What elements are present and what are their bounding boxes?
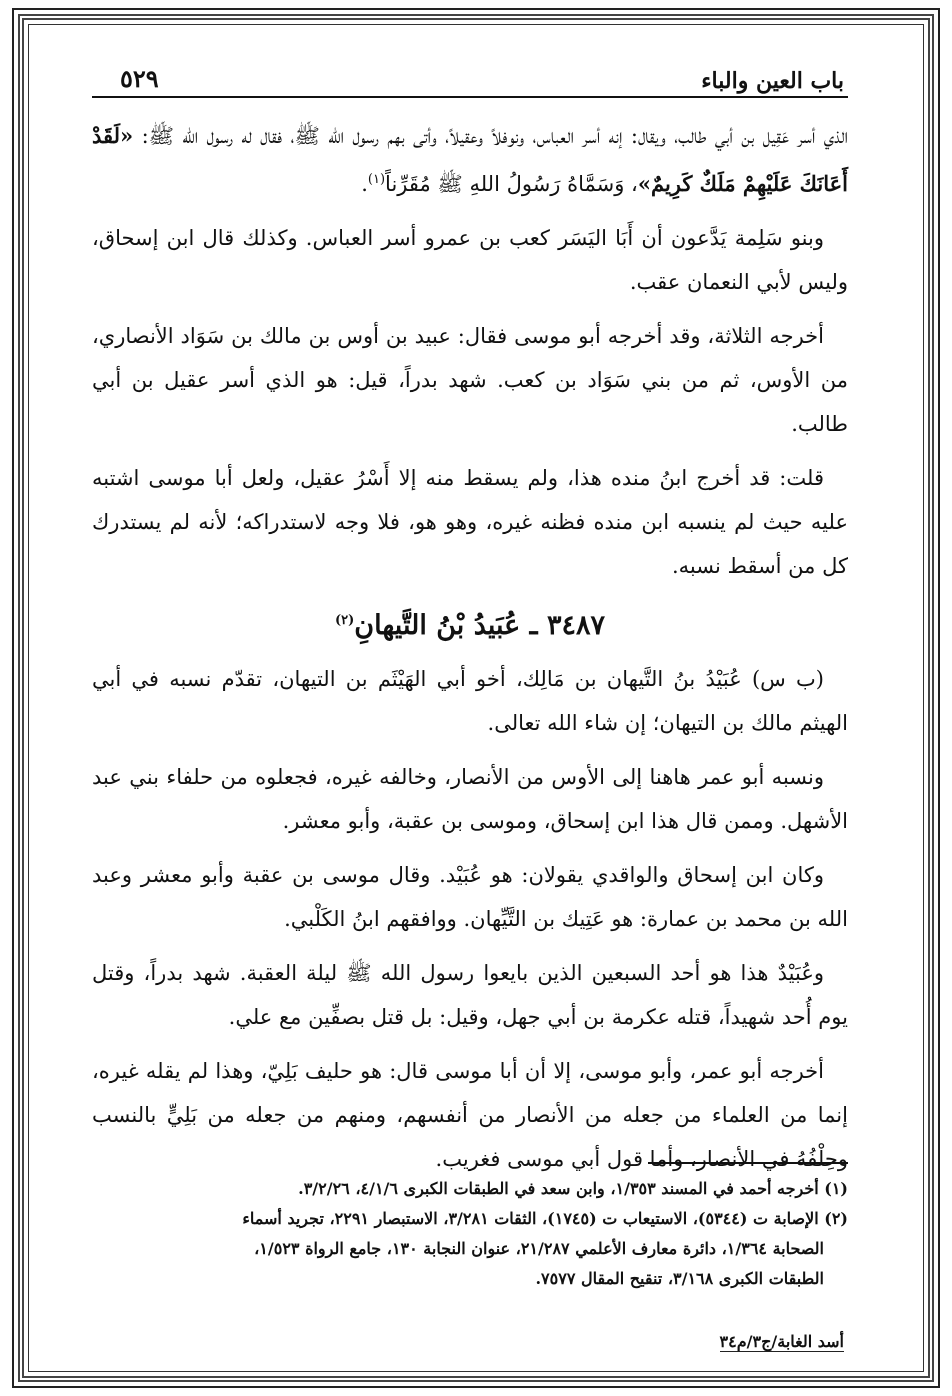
footnote-ref: (١)	[367, 172, 386, 187]
book-reference: أسد الغابة/ج٣/م٣٤	[719, 1332, 844, 1351]
paragraph: أخرجه الثلاثة، وقد أخرجه أبو موسى فقال: عبيد بن أوس بن مالك بن سَوَاد الأنصاري، من الأوس، ثم من بني سَوَاد بن كعب. شهد بدراً، قيل: هو الذي أسر عقيل بن أبي طالب.	[92, 324, 848, 436]
text: .	[361, 172, 368, 196]
text: الذي أسر عَقِيل بن أبي طالب، ويقال: إنه أسر العباس، ونوفلاً وعقيلاً، وأتى بهم رسول الله ﷺ، فقال له رسول الله ﷺ:	[133, 124, 848, 148]
entry-heading	[92, 598, 848, 649]
footnote-divider	[648, 1162, 848, 1164]
footnote: (٢) الإصابة ت (٥٣٤٤)، الاستيعاب ت (١٧٤٥)، الثقات ٣/٢٨١، الاستبصار ٢٢٩١، تجريد أسماء	[242, 1209, 848, 1228]
main-text	[92, 114, 848, 1191]
footnote: الطبقات الكبرى ٣/١٦٨، تنقيح المقال ٧٥٧٧.	[535, 1269, 824, 1288]
page-header	[92, 60, 848, 98]
paragraph: وبنو سَلِمة يَدَّعون أن أَبَا اليَسَر كعب بن عمرو أسر العباس. وكذلك قال ابن إسحاق، وليس لأبي النعمان عقب.	[92, 226, 848, 294]
paragraph: وعُبَيْدٌ هذا هو أحد السبعين الذين بايعوا رسول الله ﷺ ليلة العقبة. شهد بدراً، وقتل يوم أُحد شهيداً، قتله عكرمة بن أبي جهل، وقيل: بل قتل بصفِّين مع علي.	[92, 961, 848, 1029]
footnote: (١) أخرجه أحمد في المسند ١/٣٥٣، وابن سعد في الطبقات الكبرى ٤/١/٦، ٣/٢/٢٦.	[298, 1179, 848, 1198]
entry-title: ٣٤٨٧ ـ عُبَيدُ بْنُ التَّيهانِ	[354, 610, 605, 641]
paragraph: أخرجه أبو عمر، وأبو موسى، إلا أن أبا موسى قال: هو حليف بَلِيّ، وهذا لم يقله غيره، إنما من العلماء من جعله من الأنصار من أنفسهم، ومنهم من جعله من بَلِيٍّ بالنسب وحِلْفُهُ في الأنصار، وأما قول أبي موسى فغريب.	[92, 1059, 848, 1171]
footnote: الصحابة ١/٣٦٤، دائرة معارف الأعلمي ٢١/٢٨٧، عنوان النجابة ١٣٠، جامع الرواة ١/٥٢٣،	[254, 1239, 824, 1258]
footnote-ref: (٢)	[335, 613, 355, 628]
page-number: ٥٢٩	[120, 64, 159, 93]
paragraph: وكان ابن إسحاق والواقدي يقولان: هو عُبَيْد. وقال موسى بن عقبة وأبو معشر وعبد الله بن محمد بن عمارة: هو عَتِيك بن التَّيِّهان. ووافقهم ابنُ الكَلْبي.	[92, 863, 848, 931]
paragraph	[92, 114, 848, 206]
text: ، وَسَمَّاهُ رَسُولُ اللهِ ﷺ مُقَرِّناً	[385, 172, 638, 196]
paragraph: ونسبه أبو عمر هاهنا إلى الأوس من الأنصار، وخالفه غيره، فجعلوه من حلفاء بني عبد الأشهل. وممن قال هذا ابن إسحاق، وموسى بن عقبة، وأبو معشر.	[92, 765, 848, 833]
paragraph: (ب س) عُبَيْدُ بنُ التَّيهان بن مَالِك، أخو أبي الهَيْثَم بن التيهان، تقدّم نسبه في أبي الهيثم مالك بن التيهان؛ إن شاء الله تعالى.	[92, 667, 848, 735]
paragraph: قلت: قد أخرج ابنُ منده هذا، ولم يسقط منه إلا أَسْرُ عقيل، ولعل أبا موسى اشتبه عليه حيث لم ينسبه ابن منده فظنه غيره، وهو هو، فلا وجه لاستدراكه؛ لأنه لم يستدرك كل من أسقط نسبه.	[92, 466, 848, 578]
page-content	[92, 50, 848, 1350]
footnotes	[92, 1174, 848, 1294]
hadith-quote: «لَقَدْ أَعَانَكَ عَلَيْهِمْ مَلَكٌ كَرِيمٌ»	[92, 123, 848, 196]
running-title: باب العين والباء	[701, 68, 844, 94]
